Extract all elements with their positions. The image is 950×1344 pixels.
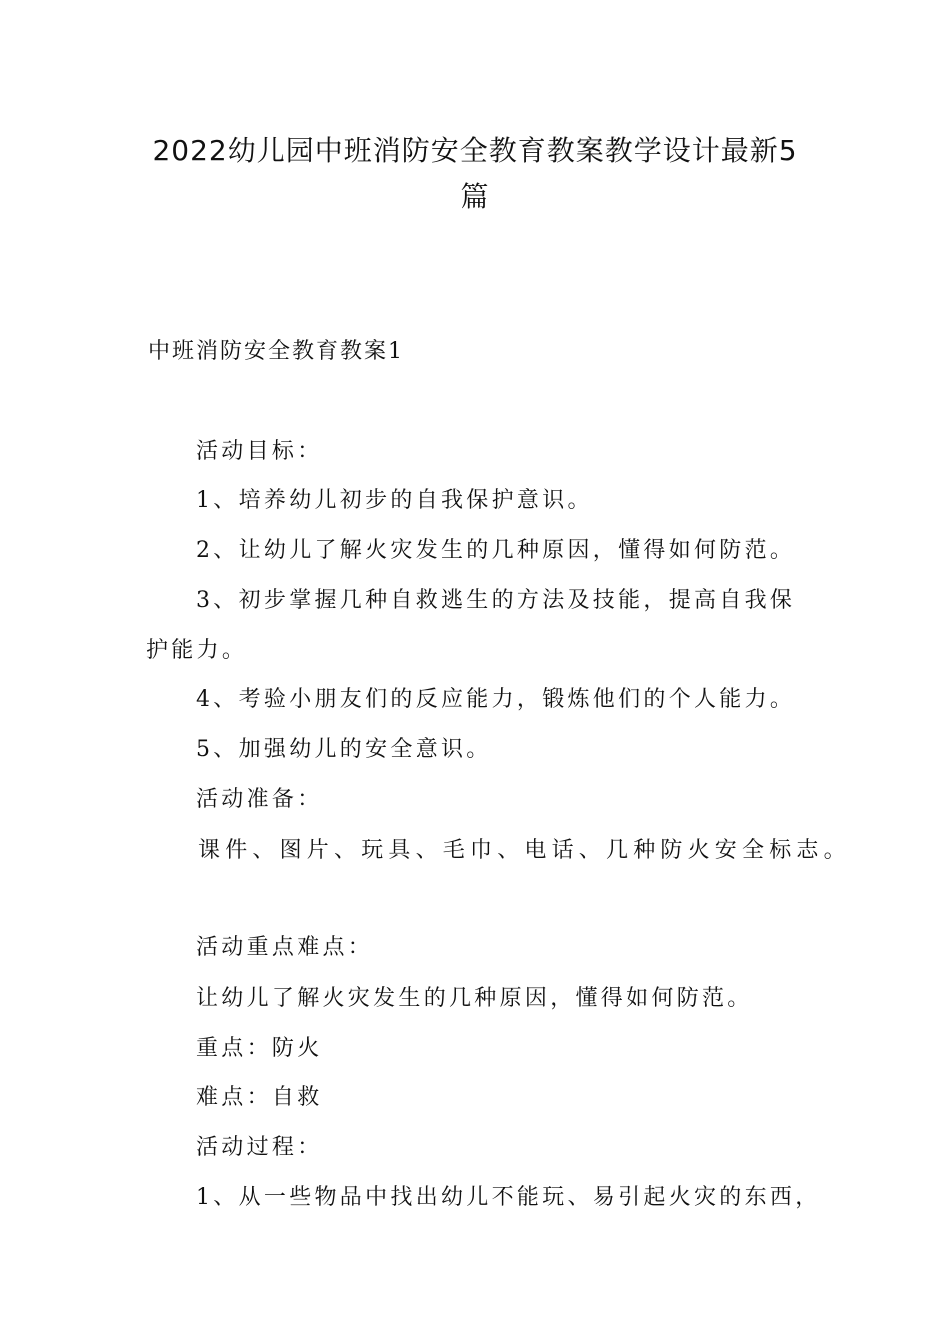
- goal-item-4: 4、考验小朋友们的反应能力，锻炼他们的个人能力。: [196, 687, 796, 712]
- key-point: 重点：防火: [196, 1036, 323, 1061]
- goal-item-2: 2、让幼儿了解火灾发生的几种原因，懂得如何防范。: [196, 538, 796, 563]
- goal-item-3-continuation: 护能力。: [146, 638, 248, 663]
- difficult-point: 难点：自救: [196, 1085, 323, 1110]
- document-title: 2022幼儿园中班消防安全教育教案教学设计最新5篇: [152, 134, 798, 213]
- goal-item-3: 3、初步掌握几种自救逃生的方法及技能，提高自我保: [196, 588, 796, 613]
- goals-heading: 活动目标：: [196, 439, 323, 464]
- process-step-1: 1、从一些物品中找出幼儿不能玩、易引起火灾的东西，: [196, 1185, 821, 1210]
- key-heading: 活动重点难点：: [196, 935, 374, 960]
- process-heading: 活动过程：: [196, 1135, 323, 1160]
- prep-heading: 活动准备：: [196, 787, 323, 812]
- key-text: 让幼儿了解火灾发生的几种原因，懂得如何防范。: [196, 986, 753, 1011]
- section-heading: 中班消防安全教育教案1: [148, 339, 404, 364]
- goal-item-1: 1、培养幼儿初步的自我保护意识。: [196, 488, 593, 513]
- prep-text: 课件、图片、玩具、毛巾、电话、几种防火安全标志。: [198, 838, 851, 863]
- goal-item-5: 5、加强幼儿的安全意识。: [196, 737, 492, 762]
